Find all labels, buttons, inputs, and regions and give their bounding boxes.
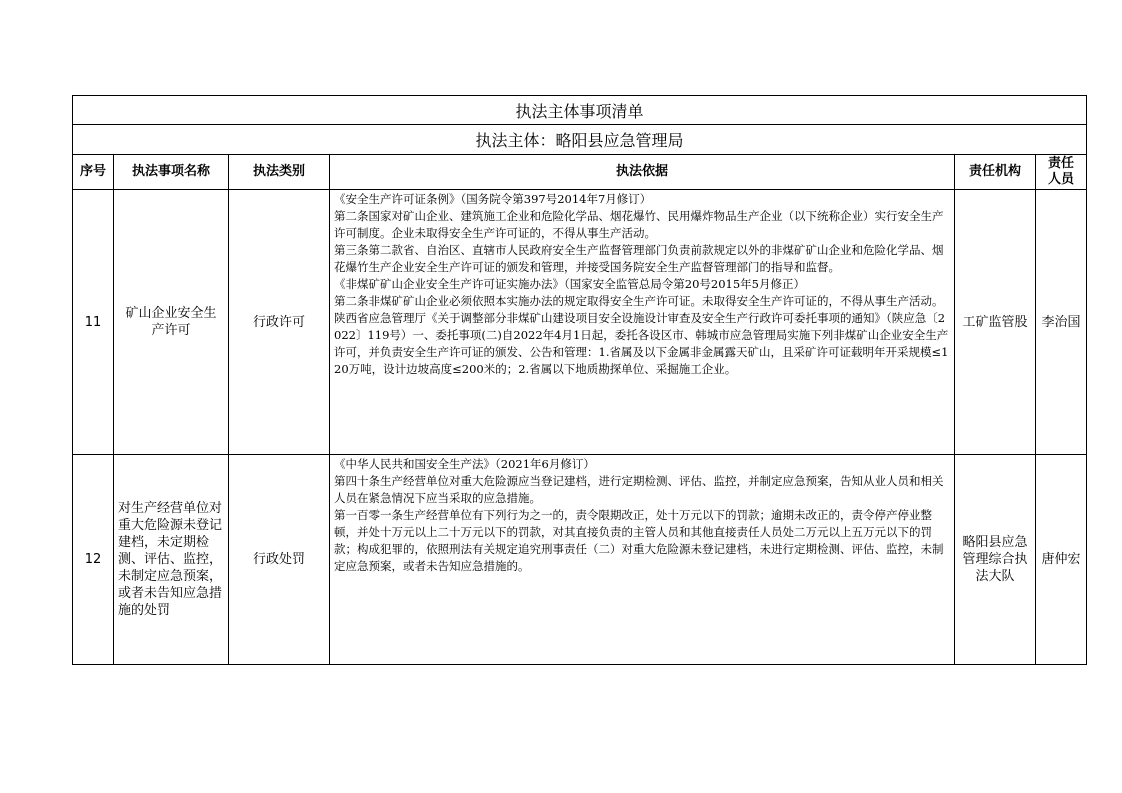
- row-person: 李治国: [1036, 190, 1087, 455]
- subtitle-row: [73, 125, 1087, 155]
- enforcement-list-table: [72, 95, 1087, 665]
- row-department: 略阳县应急管理综合执法大队: [955, 455, 1036, 665]
- column-header-person: 责任人员: [1036, 155, 1087, 190]
- row-basis: 《中华人民共和国安全生产法》（2021年6月修订） 第四十条生产经营单位对重大危险源应当登记建档，进行定期检测、评估、监控，并制定应急预案，告知从业人员和相关人员在紧急情况下应当采取的应急措施。 第一百零一条生产经营单位有下列行为之一的，责令限期改正，处十万元以下的罚款；逾期未改正的，责令停产停业整顿，并处十万元以上二十万元以下的罚款，对其直接负责的主管人员和其他直接责任人员处二万元以上五万元以下的罚款；构成犯罪的，依照刑法有关规定追究刑事责任（二）对重大危险源未登记建档，未进行定期检测、评估、监控，未制定应急预案，或者未告知应急措施的。: [330, 455, 955, 665]
- row-basis: 《安全生产许可证条例》（国务院令第397号2014年7月修订） 第二条国家对矿山企业、建筑施工企业和危险化学品、烟花爆竹、民用爆炸物品生产企业（以下统称企业）实行安全生产许可制度。企业未取得安全生产许可证的，不得从事生产活动。 第三条第二款省、自治区、直辖市人民政府安全生产监督管理部门负责前款规定以外的非煤矿矿山企业和危险化学品、烟花爆竹生产企业安全生产许可证的颁发和管理，并接受国务院安全生产监督管理部门的指导和监督。 《非煤矿矿山企业安全生产许可证实施办法》（国家安全监管总局令第20号2015年5月修正） 第二条非煤矿矿山企业必须依照本实施办法的规定取得安全生产许可证。未取得安全生产许可证的，不得从事生产活动。 陕西省应急管理厅《关于调整部分非煤矿山建设项目安全设施设计审查及安全生产行政许可委托事项的通知》（陕应急〔2022〕119号）一、委托事项(二)自2022年4月1日起，委托各设区市、韩城市应急管理局实施下列非煤矿山企业安全生产许可，并负责安全生产许可证的颁发、公告和管理：1.省属及以下金属非金属露天矿山，且采矿许可证载明年开采规模≤120万吨，设计边坡高度≤200米的；2.省属以下地质勘探单位、采掘施工企业。: [330, 190, 955, 455]
- row-item-name: 矿山企业安全生产许可: [114, 190, 229, 455]
- column-header-category: 执法类别: [229, 155, 330, 190]
- row-category: 行政处罚: [229, 455, 330, 665]
- row-category: 行政许可: [229, 190, 330, 455]
- title-row: [73, 96, 1087, 125]
- column-header-department: 责任机构: [955, 155, 1036, 190]
- table-row: [73, 190, 1087, 455]
- column-header-index: 序号: [73, 155, 114, 190]
- row-index: 12: [73, 455, 114, 665]
- row-item-name: 对生产经营单位对重大危险源未登记建档，未定期检测、评估、监控，未制定应急预案，或者未告知应急措施的处罚: [114, 455, 229, 665]
- page-title: 执法主体事项清单: [73, 96, 1087, 125]
- row-index: 11: [73, 190, 114, 455]
- page-subtitle: 执法主体：略阳县应急管理局: [73, 125, 1087, 155]
- row-department: 工矿监管股: [955, 190, 1036, 455]
- table-row: [73, 455, 1087, 665]
- row-person: 唐仲宏: [1036, 455, 1087, 665]
- column-header-item-name: 执法事项名称: [114, 155, 229, 190]
- header-row: [73, 155, 1087, 190]
- column-header-basis: 执法依据: [330, 155, 955, 190]
